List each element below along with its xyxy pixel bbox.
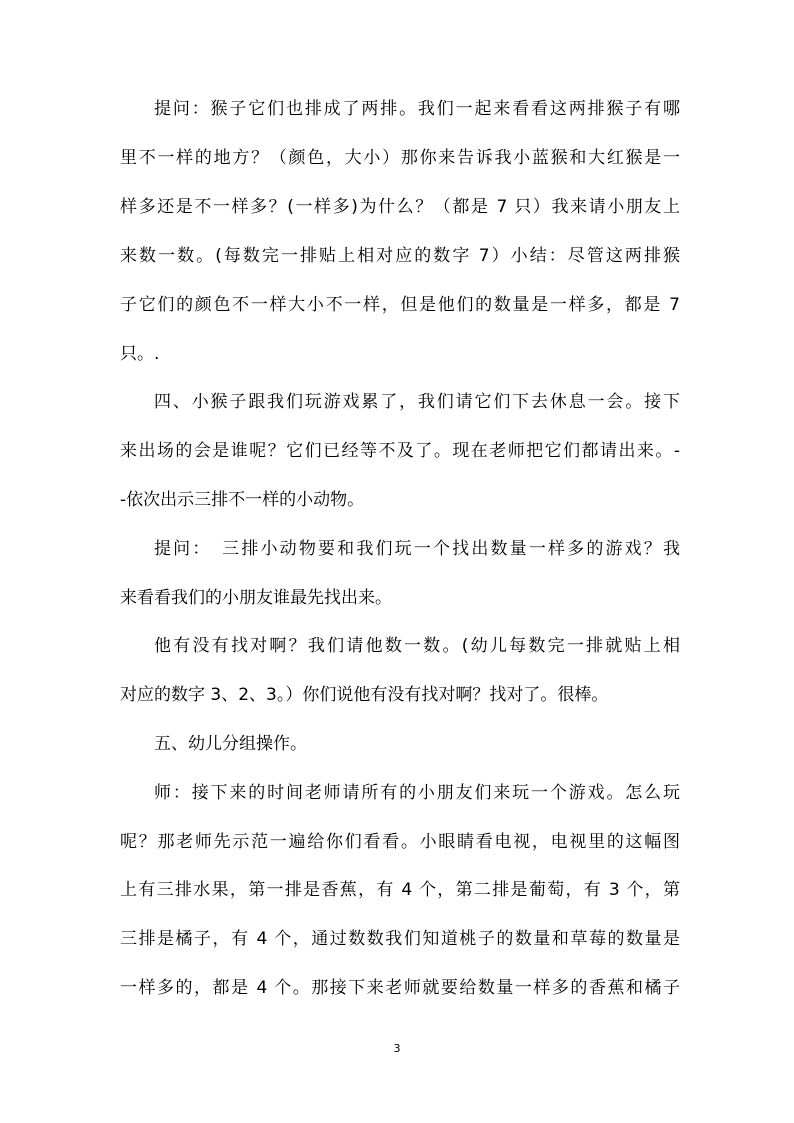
paragraph-teacher-line-3: 上有三排水果，第一排是香蕉，有 4 个，第二排是葡萄，有 3 个，第 (120, 880, 680, 900)
paragraph-section-four-line-1: 四、小猴子跟我们玩游戏累了，我们请它们下去休息一会。接下 (154, 392, 680, 412)
paragraph-question-monkeys-line-1: 提问：猴子它们也排成了两排。我们一起来看看这两排猴子有哪 (154, 99, 680, 119)
paragraph-check-line-1: 他有没有找对啊？我们请他数一数。(幼儿每数完一排就贴上相 (154, 636, 680, 656)
page-number: 3 (393, 1042, 401, 1055)
paragraph-teacher-line-1: 师：接下来的时间老师请所有的小朋友们来玩一个游戏。怎么玩 (154, 783, 680, 803)
paragraph-teacher-line-5: 一样多的，都是 4 个。那接下来老师就要给数量一样多的香蕉和橘子 (120, 978, 680, 998)
paragraph-question-monkeys-line-2: 里不一样的地方？（颜色，大小）那你来告诉我小蓝猴和大红猴是一 (120, 148, 680, 168)
paragraph-question-monkeys-line-3: 样多还是不一样多？(一样多)为什么？（都是 7 只）我来请小朋友上 (120, 197, 680, 217)
paragraph-question-animals-line-1: 提问： 三排小动物要和我们玩一个找出数量一样多的游戏？我 (154, 539, 680, 559)
paragraph-question-animals-line-2: 来看看我们的小朋友谁最先找出来。 (120, 588, 392, 608)
paragraph-check-line-2: 对应的数字 3、2、3。）你们说他有没有找对啊？找对了。很棒。 (120, 685, 609, 705)
paragraph-section-four-line-2: 来出场的会是谁呢？它们已经等不及了。现在老师把它们都请出来。- (120, 441, 680, 461)
paragraph-teacher-line-2: 呢？那老师先示范一遍给你们看看。小眼睛看电视，电视里的这幅图 (120, 832, 680, 852)
section-five-heading: 五、幼儿分组操作。 (154, 734, 307, 754)
paragraph-question-monkeys-line-6: 只。. (120, 344, 160, 364)
paragraph-question-monkeys-line-4: 来数一数。(每数完一排贴上相对应的数字 7）小结：尽管这两排猴 (120, 246, 680, 266)
paragraph-question-monkeys-line-5: 子它们的颜色不一样大小不一样，但是他们的数量是一样多，都是 7 (120, 295, 680, 315)
paragraph-section-four-line-3: -依次出示三排不一样的小动物。 (120, 490, 365, 510)
paragraph-teacher-line-4: 三排是橘子，有 4 个，通过数数我们知道桃子的数量和草莓的数量是 (120, 929, 680, 949)
